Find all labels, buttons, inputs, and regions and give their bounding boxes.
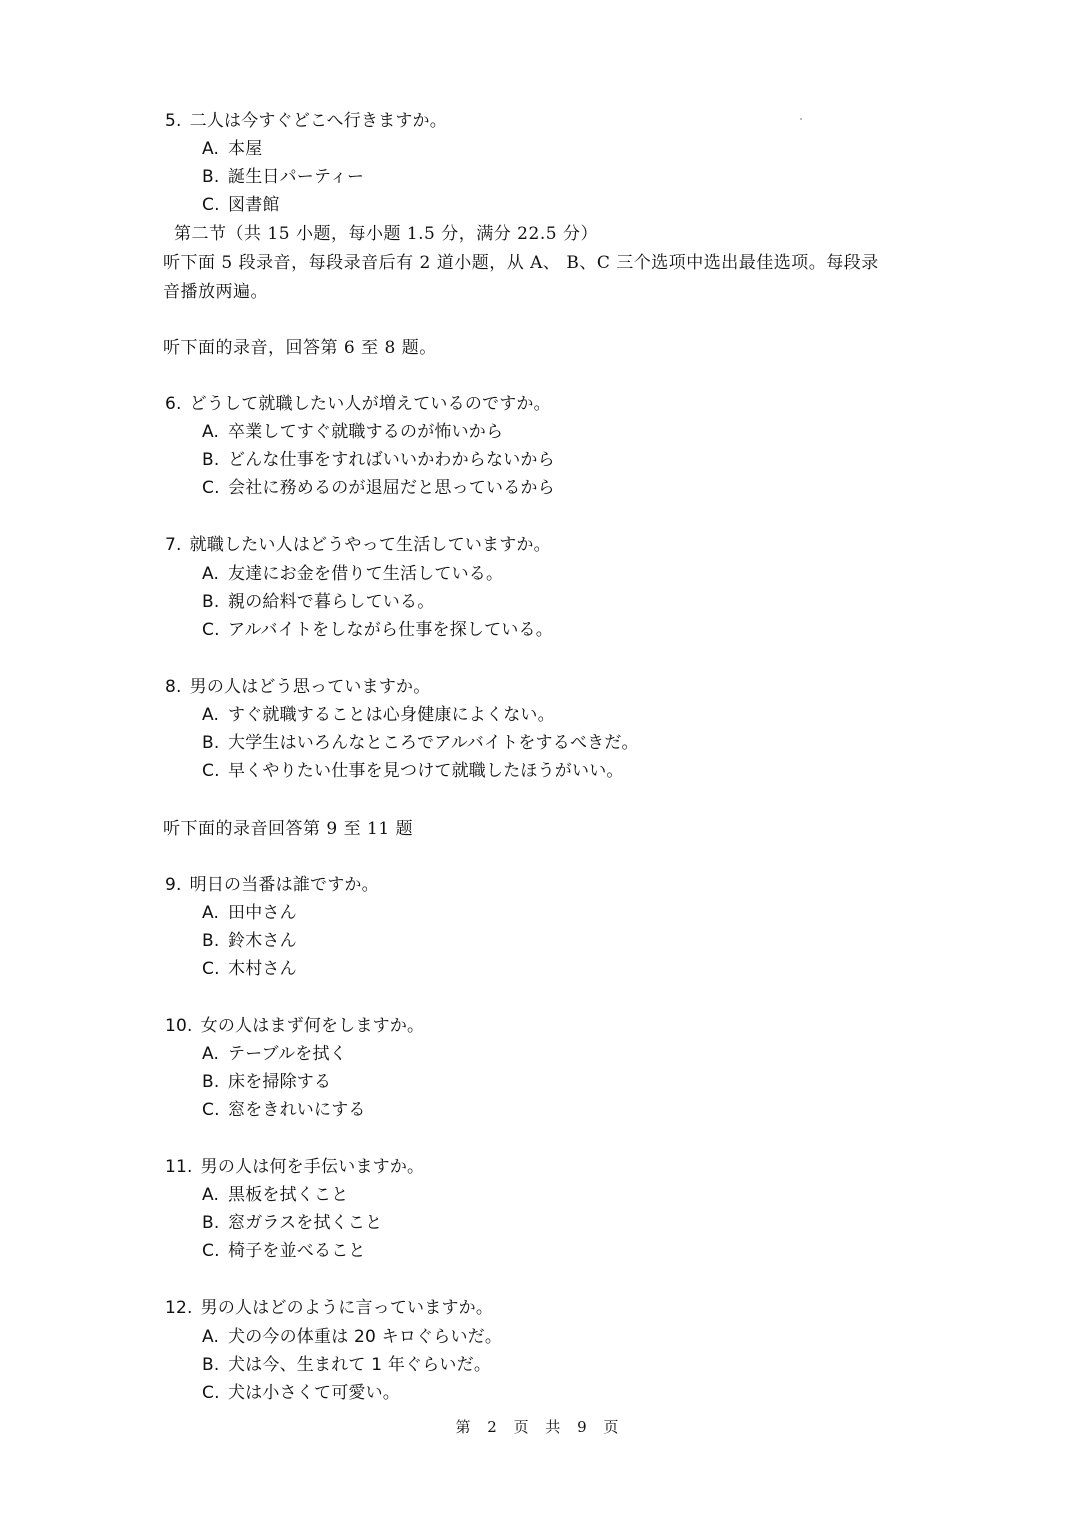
question-number: 5. <box>165 111 182 131</box>
q7-option-b: B. 親の給料で暮らしている。 <box>202 592 435 612</box>
question-number: 9. <box>165 875 182 895</box>
q11-option-b: B. 窓ガラスを拭くこと <box>202 1213 383 1233</box>
section-2-instruction-line2: 音播放两遍。 <box>163 282 268 302</box>
q8-option-c: C. 早くやりたい仕事を見つけて就職したほうがいい。 <box>202 761 624 781</box>
question-number: 10. <box>165 1016 193 1036</box>
q6-option-c: C. 会社に務めるのが退屈だと思っているから <box>202 478 555 498</box>
question-5 <box>165 110 447 132</box>
question-text: 明日の当番は誰ですか。 <box>189 875 379 895</box>
q10-option-a: A. テーブルを拭く <box>202 1044 347 1064</box>
page-footer: 第 2 页 共 9 页 <box>455 1418 625 1436</box>
group-2-intro: 听下面的录音回答第 9 至 11 题 <box>163 819 414 839</box>
question-text: どうして就職したい人が増えているのですか。 <box>189 394 551 414</box>
question-11 <box>165 1156 424 1178</box>
question-7 <box>165 534 551 556</box>
question-number: 8. <box>165 677 182 697</box>
question-12 <box>165 1297 493 1319</box>
q8-option-b: B. 大学生はいろんなところでアルバイトをするべきだ。 <box>202 733 639 753</box>
q6-option-a: A. 卒業してすぐ就職するのが怖いから <box>202 422 504 442</box>
q9-option-c: C. 木村さん <box>202 959 297 979</box>
q10-option-c: C. 窓をきれいにする <box>202 1100 366 1120</box>
q7-option-c: C. アルバイトをしながら仕事を探している。 <box>202 620 553 640</box>
question-10 <box>165 1015 424 1037</box>
q7-option-a: A. 友達にお金を借りて生活している。 <box>202 564 504 584</box>
q12-option-b: B. 犬は今、生まれて 1 年ぐらいだ。 <box>202 1355 492 1375</box>
question-9 <box>165 874 379 896</box>
q11-option-a: A. 黒板を拭くこと <box>202 1185 349 1205</box>
q9-option-a: A. 田中さん <box>202 903 297 923</box>
scan-speck <box>800 118 802 120</box>
question-number: 7. <box>165 535 182 555</box>
question-number: 6. <box>165 394 182 414</box>
q9-option-b: B. 鈴木さん <box>202 931 297 951</box>
group-1-intro: 听下面的录音，回答第 6 至 8 题。 <box>163 338 437 358</box>
question-text: 就職したい人はどうやって生活していますか。 <box>189 535 551 555</box>
question-text: 二人は今すぐどこへ行きますか。 <box>189 111 447 131</box>
q8-option-a: A. すぐ就職することは心身健康によくない。 <box>202 705 555 725</box>
question-text: 女の人はまず何をしますか。 <box>200 1016 425 1036</box>
question-text: 男の人はどう思っていますか。 <box>189 677 431 697</box>
q6-option-b: B. どんな仕事をすればいいかわからないから <box>202 450 555 470</box>
q10-option-b: B. 床を掃除する <box>202 1072 332 1092</box>
question-8 <box>165 676 430 698</box>
q12-option-a: A. 犬の今の体重は 20 キロぐらいだ。 <box>202 1327 503 1347</box>
question-6 <box>165 393 551 415</box>
question-number: 11. <box>165 1157 193 1177</box>
section-2-instruction-line1: 听下面 5 段录音，每段录音后有 2 道小题，从 A、 B、C 三个选项中选出最佳选项。每段录 <box>163 253 879 273</box>
q11-option-c: C. 椅子を並べること <box>202 1241 366 1261</box>
q5-option-b: B. 誕生日パーティー <box>202 167 365 187</box>
question-text: 男の人はどのように言っていますか。 <box>200 1298 494 1318</box>
q12-option-c: C. 犬は小さくて可愛い。 <box>202 1383 400 1403</box>
question-number: 12. <box>165 1298 193 1318</box>
q5-option-c: C. 図書館 <box>202 195 280 215</box>
section-2-heading: 第二节（共 15 小题，每小题 1.5 分，满分 22.5 分） <box>174 224 598 244</box>
q5-option-a: A. 本屋 <box>202 139 263 159</box>
question-text: 男の人は何を手伝いますか。 <box>200 1157 425 1177</box>
